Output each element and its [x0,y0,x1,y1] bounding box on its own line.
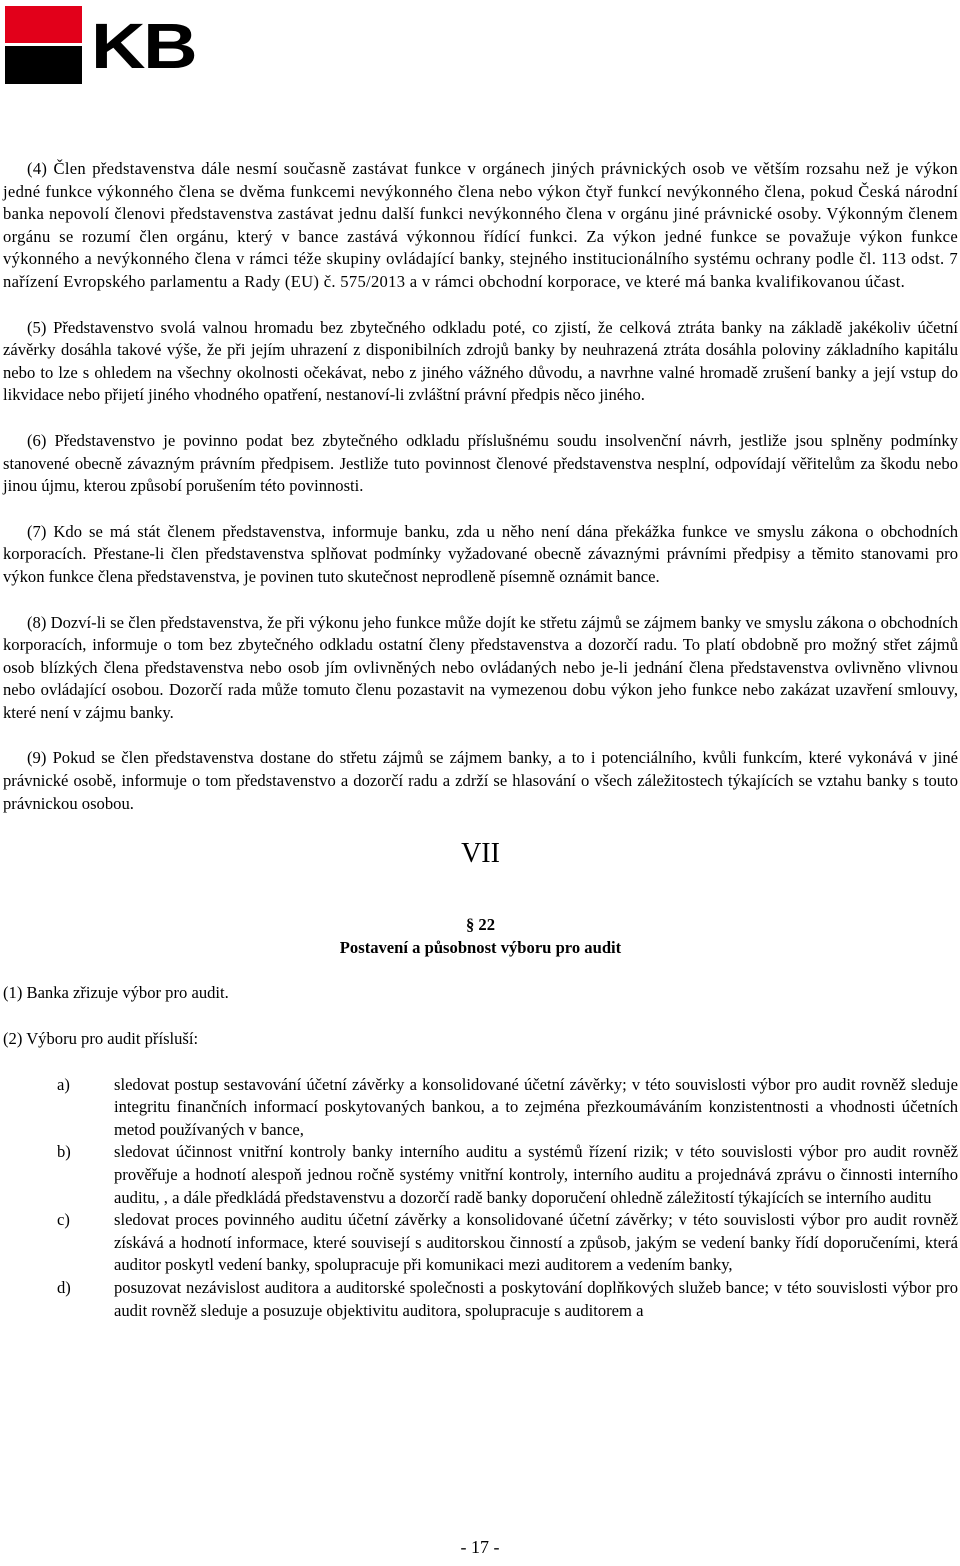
list-item-label: c) [57,1210,70,1230]
duties-list [3,1074,958,1323]
list-item-text: sledovat postup sestavování účetní závěrky a konsolidované účetní závěrky; v této souvislosti výbor pro audit rovněž sleduje integritu finančních informací poskytovaných bankou, a to zejména přezkoumáváním konzistentnosti a vhodnosti účetních metod používaných v bance, [114,1074,958,1139]
document-body [3,158,958,1322]
logo-black-block [5,46,82,84]
list-item-text: posuzovat nezávislost auditora a auditorské společnosti a poskytování doplňkových služeb bance; v této souvislosti výbor pro audit rovněž sleduje a posuzuje objektivitu auditora, spolupracuje s auditorem a [114,1277,958,1320]
list-item [3,1141,958,1209]
clause-1: (1) Banka zřizuje výbor pro audit. [3,983,229,1003]
clause-2: (2) Výboru pro audit přísluší: [3,1029,199,1049]
paragraph-number: § 22 [465,915,496,935]
list-item [3,1209,958,1277]
list-item-label: d) [57,1277,71,1297]
list-item-label: b) [57,1142,71,1162]
list-item-label: a) [57,1074,70,1094]
paragraph-5: (5) Představenstvo svolá valnou hromadu bez zbytečného odkladu poté, co zjistí, že celková ztráta banky na základě jakékoliv účetní závěrky dosáhla takové výše, že při jejím uhrazení z disponibilních zdrojů banky by neuhrazená ztráta dosáhla poloviny základního kapitálu nebo to lze s ohledem na všechny okolnosti očekávat, nebo z jiného vážného důvodu, a navrhne valné hromadě zrušení banky a její vstup do likvidace nebo přijetí jiného vhodného opatření, nestanoví-li zvláštní právní předpis něco jiného. [3,317,958,405]
logo-red-block [5,6,82,43]
section-title: Postavení a působnost výboru pro audit [339,937,622,957]
paragraph-8: (8) Dozví-li se člen představenstva, že při výkonu jeho funkce může dojít ke střetu zájmů se zájmem banky ve smyslu zákona o obchodních korporacích, informuje o tom bez zbytečného odkladu ostatní členy představenstva a dozorčí radu. To platí obdobně pro možný střet zájmů osob blízkých člena představenstva nebo osob jím ovlivněných nebo ovládaných nebo je-li jednání člena představenstva ovlivněno vlivnou nebo ovládající osobou. Dozorčí rada může tomuto členu pozastavit na vymezenou dobu výkon jeho funkce nebo zakázat uzavření smlouvy, které není v zájmu banky. [3,612,958,722]
list-item [3,1277,958,1322]
paragraph-6: (6) Představenstvo je povinno podat bez zbytečného odkladu příslušnému soudu insolvenční návrh, jestliže jsou splněny podmínky stanovené obecně závazným právním předpisem. Jestliže tuto povinnost členové představenstva nesplní, odpovídají věřitelům za škodu nebo jinou újmu, kterou způsobí porušením této povinnosti. [3,430,958,496]
kb-logo [5,6,220,84]
list-item-text: sledovat účinnost vnitřní kontroly banky interního auditu a systémů řízení rizik; v této souvislosti výbor pro audit rovněž prověřuje a hodnotí alespoň jednou ročně systémy vnitřní kontroly, interního auditu a projednává zprávu o činnosti interního auditu, , a dále předkládá představenstvu a dozorčí radě banky doporučení ohledně záležitostí týkajících se interního auditu [114,1142,958,1207]
page-number: - 17 - [460,1537,500,1557]
paragraph-4: (4) Člen představenstva dále nesmí současně zastávat funkce v orgánech jiných právnických osob ve větším rozsahu než je výkon jedné funkce výkonného člena se dvěma funkcemi nevýkonného člena nebo výkon čtyř funkcí nevýkonného člena, pokud Česká národní banka nepovolí členovi představenstva zastávat jednu další funkci nevýkonného člena v orgánu jiné právnické osoby. Výkonným členem orgánu se rozumí člen orgánu, který v bance zastává výkonnou řídící funkci. Za výkon jedné funkce se považuje výkon funkce výkonného a nevýkonného člena v rámci téže skupiny ovládající banky, stejného institucionálního systému ochrany podle čl. 113 odst. 7 nařízení Evropského parlamentu a Rady (EU) č. 575/2013 a v rámci obchodní korporace, ve které má banka kvalifikovanou účast. [3,159,958,291]
section-number: VII [461,838,500,870]
paragraph-9: (9) Pokud se člen představenstva dostane do střetu zájmů se zájmem banky, a to i potenciálního, kvůli funkcím, které vykonává v jiné právnické osobě, informuje o tom představenstvo a dozorčí radu a zdrží se hlasování o všech záležitostech týkajících se vztahu banky s touto právnickou osobou. [3,748,958,813]
logo-letters: KB [91,10,196,82]
list-item-text: sledovat proces povinného auditu účetní závěrky a konsolidované účetní závěrky; v této souvislosti výbor pro audit rovněž získává a hodnotí informace, které souvisejí s auditorskou činností a způsob, jakým se vedení banky řídí doporučeními, která auditor poskytl vedení banky, spolupracuje při komunikaci mezi auditorem a vedením banky, [114,1210,958,1275]
list-item [3,1074,958,1142]
paragraph-7: (7) Kdo se má stát členem představenstva, informuje banku, zda u něho není dána překážka funkce ve smyslu zákona o obchodních korporacích. Přestane-li člen představenstva splňovat podmínky vyžadované obecně závaznými právními předpisy a těmito stanovami pro výkon funkce člena představenstva, je povinen tuto skutečnost neprodleně písemně oznámit bance. [3,521,958,586]
